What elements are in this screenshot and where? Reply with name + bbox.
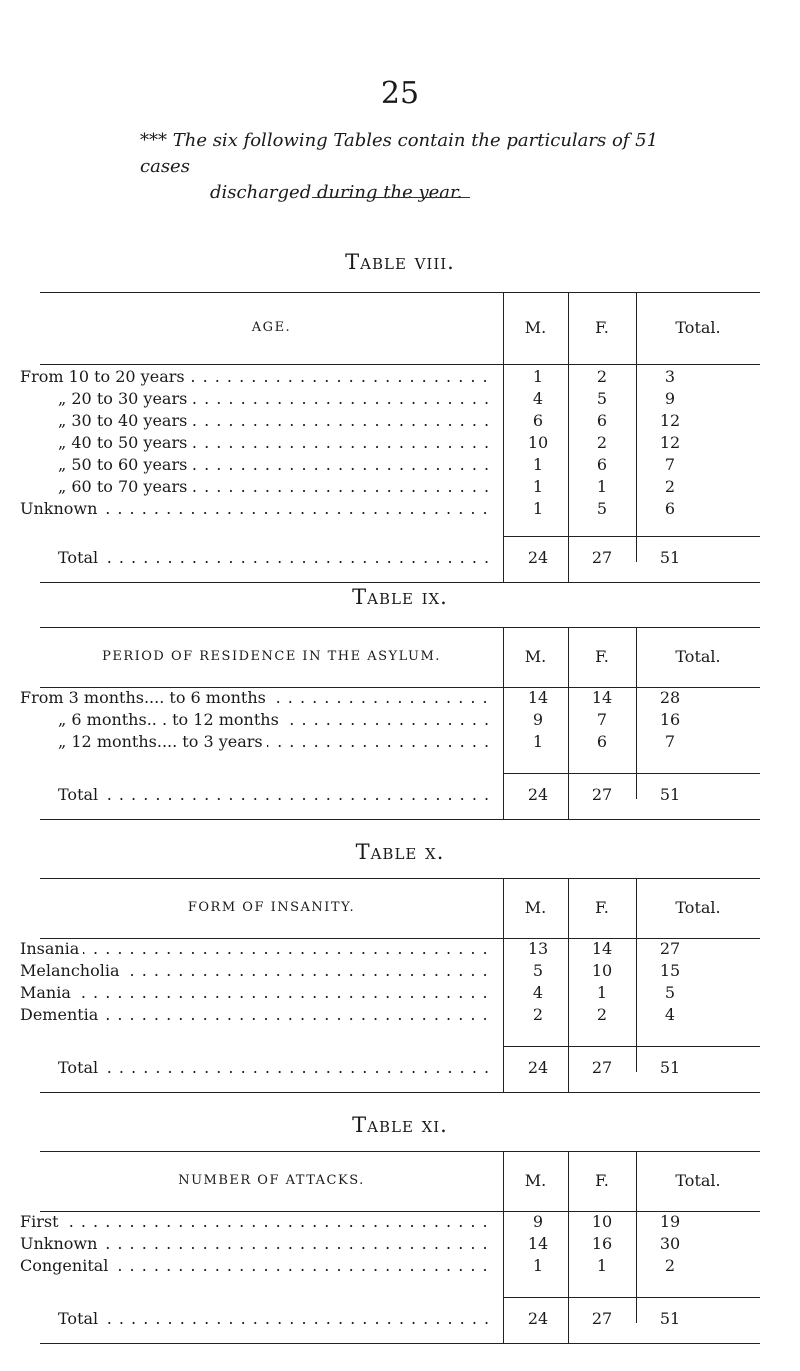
cell-total: 5 — [664, 983, 676, 1002]
row-label-text: „ 6 months.. . to 12 months — [58, 710, 283, 729]
row-label — [58, 477, 496, 496]
cell-total: 7 — [664, 455, 676, 474]
total-cell-m: 24 — [527, 785, 549, 804]
column-header-m: M. — [524, 1171, 547, 1190]
total-cell-f: 27 — [591, 548, 613, 567]
cell-m: 14 — [527, 1234, 549, 1253]
table-row — [0, 1005, 800, 1027]
sum-rule — [636, 773, 760, 774]
sum-rule — [568, 1297, 636, 1298]
cell-m: 4 — [532, 983, 544, 1002]
cell-f: 1 — [596, 983, 608, 1002]
cell-f: 7 — [596, 710, 608, 729]
row-label-text: „ 40 to 50 years — [58, 433, 191, 452]
sum-rule — [568, 773, 636, 774]
row-label-text: Unknown — [20, 1234, 101, 1253]
header-rule — [40, 364, 760, 365]
total-cell-f: 27 — [591, 1309, 613, 1328]
row-label-text: First — [20, 1212, 63, 1231]
table-top-rule — [40, 1151, 760, 1152]
cell-m: 9 — [532, 710, 544, 729]
cell-m: 4 — [532, 389, 544, 408]
table-bottom-rule — [40, 1092, 760, 1093]
total-label-text: Total — [58, 1058, 102, 1077]
total-row — [0, 548, 800, 570]
table-title: Table ix. — [352, 585, 448, 609]
total-cell-m: 24 — [527, 548, 549, 567]
row-label — [20, 961, 496, 980]
cell-f: 10 — [591, 961, 613, 980]
cell-f: 2 — [596, 1005, 608, 1024]
cell-m: 1 — [532, 499, 544, 518]
total-label-text: Total — [58, 1309, 102, 1328]
row-label — [20, 1234, 496, 1253]
cell-total: 28 — [659, 688, 681, 707]
sum-rule — [568, 536, 636, 537]
cell-f: 2 — [596, 433, 608, 452]
cell-m: 1 — [532, 1256, 544, 1275]
cell-total: 7 — [664, 732, 676, 751]
table-row — [0, 499, 800, 521]
total-cell-m: 24 — [527, 1058, 549, 1077]
row-label — [58, 455, 496, 474]
column-header-total: Total. — [675, 898, 721, 917]
row-label — [20, 983, 496, 1002]
table-row — [0, 1212, 800, 1234]
row-label-text: From 10 to 20 years — [20, 367, 189, 386]
row-label-text: Congenital — [20, 1256, 112, 1275]
cell-f: 14 — [591, 939, 613, 958]
table-row — [0, 732, 800, 754]
row-label-text: „ 20 to 30 years — [58, 389, 191, 408]
column-header-total: Total. — [675, 318, 721, 337]
table-row — [0, 1256, 800, 1278]
table-row — [0, 411, 800, 433]
table-row — [0, 939, 800, 961]
cell-m: 14 — [527, 688, 549, 707]
column-header-f: F. — [595, 318, 609, 337]
total-cell-f: 27 — [591, 1058, 613, 1077]
cell-total: 12 — [659, 411, 681, 430]
cell-total: 15 — [659, 961, 681, 980]
sum-rule — [503, 536, 568, 537]
row-label-text: Insania — [20, 939, 83, 958]
table-row-header: AGE. — [251, 320, 292, 335]
total-row — [0, 785, 800, 807]
row-label — [20, 367, 496, 386]
table-row — [0, 389, 800, 411]
intro-note — [140, 128, 700, 206]
table-row — [0, 455, 800, 477]
cell-total: 30 — [659, 1234, 681, 1253]
table-bottom-rule — [40, 1343, 760, 1344]
column-header-m: M. — [524, 647, 547, 666]
total-cell-total: 51 — [659, 1058, 681, 1077]
row-label-text: From 3 months.... to 6 months — [20, 688, 270, 707]
table-top-rule — [40, 627, 760, 628]
row-label-text: Melancholia — [20, 961, 123, 980]
cell-total: 4 — [664, 1005, 676, 1024]
cell-f: 5 — [596, 389, 608, 408]
table-title: Table xi. — [352, 1113, 448, 1137]
table-row — [0, 433, 800, 455]
table-row-header: FORM OF INSANITY. — [187, 900, 356, 915]
row-label — [20, 1212, 496, 1231]
row-label — [58, 433, 496, 452]
table-title: Table viii. — [345, 250, 455, 274]
sum-rule — [636, 1046, 760, 1047]
total-label — [58, 785, 496, 804]
cell-m: 1 — [532, 367, 544, 386]
row-label — [20, 1256, 496, 1275]
table-row — [0, 1234, 800, 1256]
cell-f: 6 — [596, 455, 608, 474]
table-bottom-rule — [40, 819, 760, 820]
total-row — [0, 1058, 800, 1080]
sum-rule — [503, 1046, 568, 1047]
page-number: 25 — [380, 76, 420, 111]
column-header-total: Total. — [675, 647, 721, 666]
table-bottom-rule — [40, 582, 760, 583]
cell-m: 1 — [532, 477, 544, 496]
row-label — [58, 710, 496, 729]
total-cell-total: 51 — [659, 1309, 681, 1328]
total-label — [58, 1058, 496, 1077]
row-label-text: Mania — [20, 983, 75, 1002]
cell-total: 3 — [664, 367, 676, 386]
cell-m: 13 — [527, 939, 549, 958]
cell-m: 2 — [532, 1005, 544, 1024]
cell-total: 6 — [664, 499, 676, 518]
table-row — [0, 710, 800, 732]
row-label — [58, 732, 496, 751]
cell-f: 1 — [596, 477, 608, 496]
table-title: Table x. — [355, 840, 445, 864]
cell-f: 14 — [591, 688, 613, 707]
cell-f: 6 — [596, 732, 608, 751]
table-row — [0, 367, 800, 389]
total-label — [58, 548, 496, 567]
cell-f: 2 — [596, 367, 608, 386]
cell-f: 6 — [596, 411, 608, 430]
sum-rule — [636, 1297, 760, 1298]
column-header-f: F. — [595, 1171, 609, 1190]
table-row — [0, 477, 800, 499]
row-label-text: Dementia — [20, 1005, 102, 1024]
intro-note-line-2: discharged during the year. — [210, 182, 463, 203]
table-row — [0, 688, 800, 710]
column-header-m: M. — [524, 318, 547, 337]
table-row — [0, 961, 800, 983]
row-label — [58, 411, 496, 430]
column-header-total: Total. — [675, 1171, 721, 1190]
row-label-text: „ 60 to 70 years — [58, 477, 191, 496]
row-label — [20, 688, 496, 707]
cell-total: 2 — [664, 1256, 676, 1275]
total-label-text: Total — [58, 785, 102, 804]
total-cell-total: 51 — [659, 548, 681, 567]
intro-note-line-1: *** The six following Tables contain the particulars of 51 cases — [140, 130, 659, 177]
cell-total: 16 — [659, 710, 681, 729]
cell-f: 1 — [596, 1256, 608, 1275]
row-label — [20, 939, 496, 958]
cell-f: 10 — [591, 1212, 613, 1231]
row-label-text: „ 50 to 60 years — [58, 455, 191, 474]
column-header-m: M. — [524, 898, 547, 917]
cell-m: 10 — [527, 433, 549, 452]
sum-rule — [568, 1046, 636, 1047]
table-row-header: PERIOD OF RESIDENCE IN THE ASYLUM. — [102, 649, 441, 664]
cell-m: 6 — [532, 411, 544, 430]
table-top-rule — [40, 292, 760, 293]
cell-m: 5 — [532, 961, 544, 980]
cell-total: 27 — [659, 939, 681, 958]
row-label-text: „ 30 to 40 years — [58, 411, 191, 430]
row-label-text: Unknown — [20, 499, 101, 518]
column-header-f: F. — [595, 898, 609, 917]
total-label-text: Total — [58, 548, 102, 567]
table-row — [0, 983, 800, 1005]
total-label — [58, 1309, 496, 1328]
cell-f: 5 — [596, 499, 608, 518]
total-row — [0, 1309, 800, 1331]
cell-total: 9 — [664, 389, 676, 408]
cell-m: 9 — [532, 1212, 544, 1231]
total-cell-m: 24 — [527, 1309, 549, 1328]
row-label — [20, 1005, 496, 1024]
cell-m: 1 — [532, 455, 544, 474]
column-header-f: F. — [595, 647, 609, 666]
table-row-header: NUMBER OF ATTACKS. — [178, 1173, 365, 1188]
cell-total: 12 — [659, 433, 681, 452]
row-label — [58, 389, 496, 408]
row-label — [20, 499, 496, 518]
cell-total: 19 — [659, 1212, 681, 1231]
row-label-text: „ 12 months.... to 3 years — [58, 732, 267, 751]
total-cell-total: 51 — [659, 785, 681, 804]
cell-f: 16 — [591, 1234, 613, 1253]
cell-m: 1 — [532, 732, 544, 751]
total-cell-f: 27 — [591, 785, 613, 804]
cell-total: 2 — [664, 477, 676, 496]
table-top-rule — [40, 878, 760, 879]
divider — [312, 197, 470, 198]
sum-rule — [636, 536, 760, 537]
sum-rule — [503, 1297, 568, 1298]
sum-rule — [503, 773, 568, 774]
